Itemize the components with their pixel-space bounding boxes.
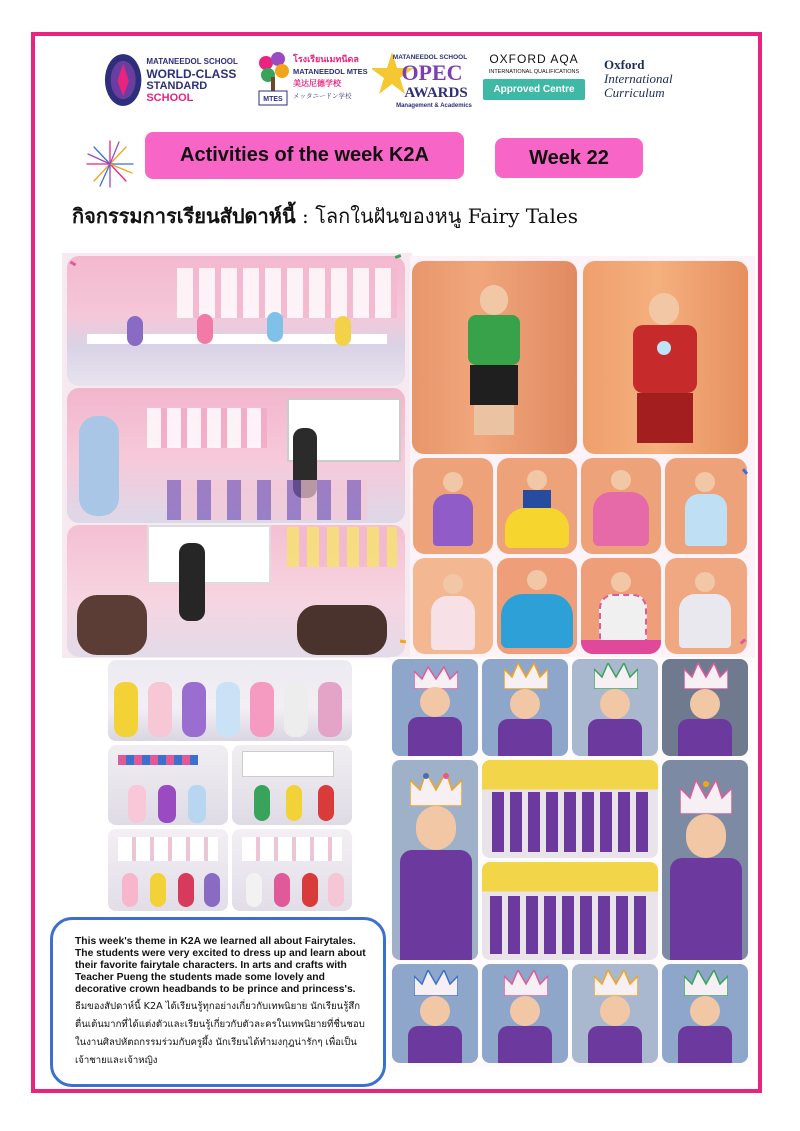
school-logo-text: MATANEEDOL SCHOOL	[146, 57, 238, 66]
firework-icon	[84, 138, 136, 190]
crown-icon	[684, 663, 728, 689]
oxford-aqa-text: OXFORD AQA	[489, 52, 579, 66]
oxford-curriculum-text: Oxford	[604, 57, 645, 72]
activities-title-banner	[145, 132, 464, 179]
opec-awards-logo	[372, 50, 480, 110]
crown-icon	[414, 665, 458, 689]
crown-icon	[684, 970, 728, 996]
page-title: Activities of the week K2A	[180, 144, 429, 166]
crown-icon	[504, 663, 548, 689]
classroom-storytelling-photo	[67, 388, 405, 523]
crown-photo-8	[662, 964, 748, 1063]
crown-icon	[410, 772, 462, 806]
fairytale-activity-photo-2	[232, 745, 352, 825]
mtes-logo-text: โรงเรียนเมทนีดล	[293, 55, 359, 65]
subtitle-topic: โลกในฝันของหนู Fairy Tales	[315, 204, 578, 228]
school-logo-text: SCHOOL	[146, 92, 194, 104]
approved-centre-badge: Approved Centre	[483, 79, 585, 100]
costume-photo-hulk	[412, 261, 577, 454]
oxford-curriculum-text: International	[604, 71, 673, 86]
oxford-aqa-logo	[483, 52, 585, 110]
crown-group-photo-2	[482, 862, 658, 960]
mataneedol-school-logo	[103, 50, 253, 110]
subtitle-label: กิจกรรมการเรียนสัปดาห์นี้	[72, 204, 296, 228]
costume-photo-princess-5	[497, 558, 577, 654]
mtes-logo-text: メッタニードン学校	[293, 92, 352, 100]
crown-photo-3	[572, 659, 658, 756]
activity-subtitle	[72, 200, 578, 232]
fairytale-activity-photo-1	[108, 745, 228, 825]
costume-photo-snow-white	[497, 458, 577, 554]
classroom-photo	[67, 256, 405, 386]
costume-photo-princess-7	[665, 558, 747, 654]
crown-icon	[414, 970, 458, 996]
crown-photo-6	[482, 964, 568, 1063]
crown-group-photo-1	[482, 760, 658, 858]
costume-photo-princess-6	[581, 558, 661, 654]
description-english: This week's theme in K2A we learned all about Fairytales. The students were very excited to dress up and learn about their favorite fairytale characters. In arts and crafts with Teacher Pueng the students made some lovely and decorative crown headbands to be prince and princess's.	[75, 936, 366, 995]
school-logo-text: STANDARD	[146, 80, 208, 92]
crown-icon	[594, 663, 638, 689]
oxford-aqa-text: INTERNATIONAL QUALIFICATIONS	[488, 69, 580, 75]
mtes-badge-text: MTES	[263, 96, 283, 103]
crown-photo-5	[392, 964, 478, 1063]
fairytale-activity-photo-3	[108, 829, 228, 911]
mtes-logo-text: 美达尼德学校	[293, 79, 341, 88]
mtes-tree-icon	[256, 49, 290, 107]
opec-logo-text: Management & Academics	[396, 103, 472, 109]
costume-photo-ironman	[583, 261, 748, 454]
costume-photo-princess-2	[581, 458, 661, 554]
crown-icon	[680, 780, 732, 814]
opec-logo-text: OPEC	[401, 60, 463, 85]
costume-photo-princess-1	[413, 458, 493, 554]
school-crest-icon	[103, 51, 143, 109]
crown-photo-portrait-1	[392, 760, 478, 960]
school-logo-text: WORLD-CLASS	[146, 67, 237, 81]
costume-photo-princess-3	[665, 458, 747, 554]
opec-logo-text: MATANEEDOL SCHOOL	[392, 54, 468, 61]
description-thai: ธีมของสัปดาห์นี้ K2A ได้เรียนรู้ทุกอย่างเกี่ยวกับเทพนิยาย นักเรียนรู้สึกตื่นเต้นมากที่ได้แต่งตัวและเรียนรู้เกี่ยวกับตัวละครในเทพนิยายที่ชื่นชอบ ในงานศิลปหัตถกรรมร่วมกับครูผึ้ง นักเรียนได้ทำมงกุฎน่ารักๆ เพื่อเป็นเจ้าชายและเจ้าหญิง	[75, 1001, 365, 1066]
week-label: Week 22	[529, 146, 609, 169]
description-box	[50, 917, 386, 1087]
opec-award-star-icon	[372, 50, 478, 110]
mtes-logo	[256, 48, 371, 108]
opec-logo-text: AWARDS	[404, 85, 468, 101]
week-banner	[495, 138, 643, 178]
crown-icon	[594, 970, 638, 996]
teacher-reading-photo	[67, 525, 405, 657]
crown-photo-portrait-2	[662, 760, 748, 960]
subtitle-separator: :	[295, 204, 316, 228]
crown-icon	[504, 970, 548, 996]
oxford-curriculum-text: Curriculum	[604, 85, 665, 100]
crown-photo-2	[482, 659, 568, 756]
fairytale-activity-photo-4	[232, 829, 352, 911]
oxford-curriculum-logo	[604, 58, 714, 108]
mtes-logo-text: MATANEEDOL MTES	[293, 67, 368, 76]
costume-photo-princess-4	[413, 558, 493, 654]
crown-photo-4	[662, 659, 748, 756]
fairytale-group-photo	[108, 660, 352, 741]
crown-photo-7	[572, 964, 658, 1063]
crown-photo-1	[392, 659, 478, 756]
